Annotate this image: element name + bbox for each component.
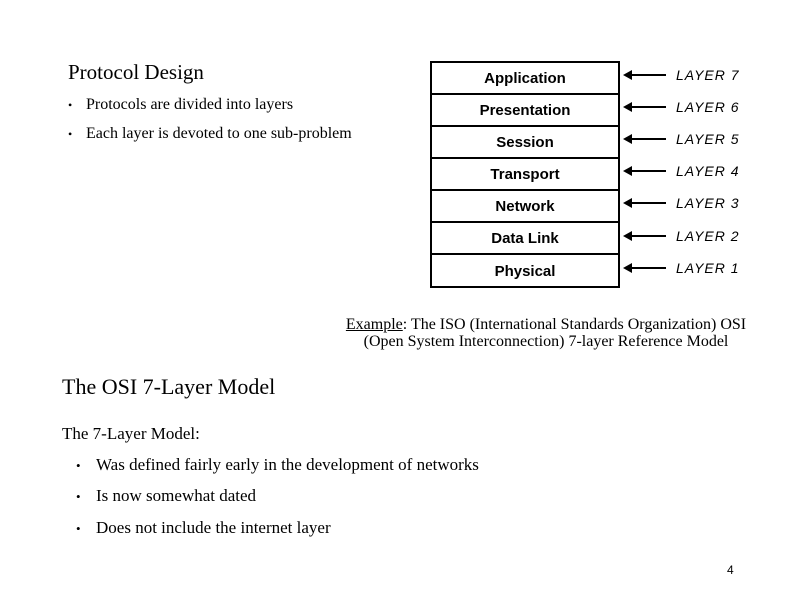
layer-number-label: LAYER 3: [676, 195, 740, 211]
section-bullet-item: [76, 486, 256, 506]
layer-number-label: LAYER 7: [676, 67, 740, 83]
bullet-dot: •: [76, 489, 81, 504]
layer-pointer: [623, 258, 743, 278]
layer-pointer: [623, 161, 743, 181]
bullet-text: Was defined fairly early in the development of networks: [96, 455, 479, 474]
bullet-dot: •: [76, 458, 81, 473]
bullet-text: Each layer is devoted to one sub-problem: [86, 125, 352, 142]
osi-layer-stack: [430, 61, 620, 288]
arrow-left-icon: [623, 70, 632, 80]
bullet-text: Does not include the internet layer: [96, 518, 331, 537]
arrow-left-icon: [623, 263, 632, 273]
section-subtitle: The 7-Layer Model:: [62, 424, 200, 443]
layer-number-label: LAYER 5: [676, 131, 740, 147]
caption-example-word: Example: [345, 316, 403, 333]
arrow-left-icon: [623, 231, 632, 241]
layer-pointer: [623, 129, 743, 149]
section-title: The OSI 7-Layer Model: [62, 374, 276, 399]
caption-text: : The ISO (International Standards Organization) OSI (Open System Interconnection) 7-layer Reference Model: [363, 316, 747, 350]
arrow-left-icon: [623, 198, 632, 208]
layer-box-application: Application: [432, 63, 618, 95]
bullet-dot: •: [68, 127, 73, 141]
arrow-left-icon: [623, 102, 632, 112]
page-number: 4: [727, 563, 734, 577]
bullet-dot: •: [76, 521, 81, 536]
layer-box-session: Session: [432, 127, 618, 159]
layer-number-label: LAYER 1: [676, 260, 740, 276]
layer-pointer: [623, 97, 743, 117]
layer-pointer: [623, 65, 743, 85]
diagram-caption: [344, 316, 748, 350]
layer-box-transport: Transport: [432, 159, 618, 191]
arrow-left-icon: [623, 166, 632, 176]
bullet-item: [68, 125, 352, 143]
layer-box-presentation: Presentation: [432, 95, 618, 127]
bullet-dot: •: [68, 98, 73, 112]
slide-title: Protocol Design: [68, 60, 204, 84]
layer-box-network: Network: [432, 191, 618, 223]
arrow-left-icon: [623, 134, 632, 144]
layer-number-label: LAYER 2: [676, 228, 740, 244]
bullet-text: Is now somewhat dated: [96, 486, 257, 505]
layer-box-physical: Physical: [494, 262, 556, 280]
layer-box-data-link: Data Link: [432, 223, 618, 255]
layer-number-label: LAYER 6: [676, 99, 740, 115]
layer-number-label: LAYER 4: [676, 163, 740, 179]
bullet-text: Protocols are divided into layers: [86, 96, 294, 113]
bullet-item: [68, 96, 293, 114]
layer-pointer: [623, 193, 743, 213]
section-bullet-item: [76, 518, 331, 538]
layer-pointer: [623, 226, 743, 246]
section-bullet-item: [76, 455, 479, 475]
